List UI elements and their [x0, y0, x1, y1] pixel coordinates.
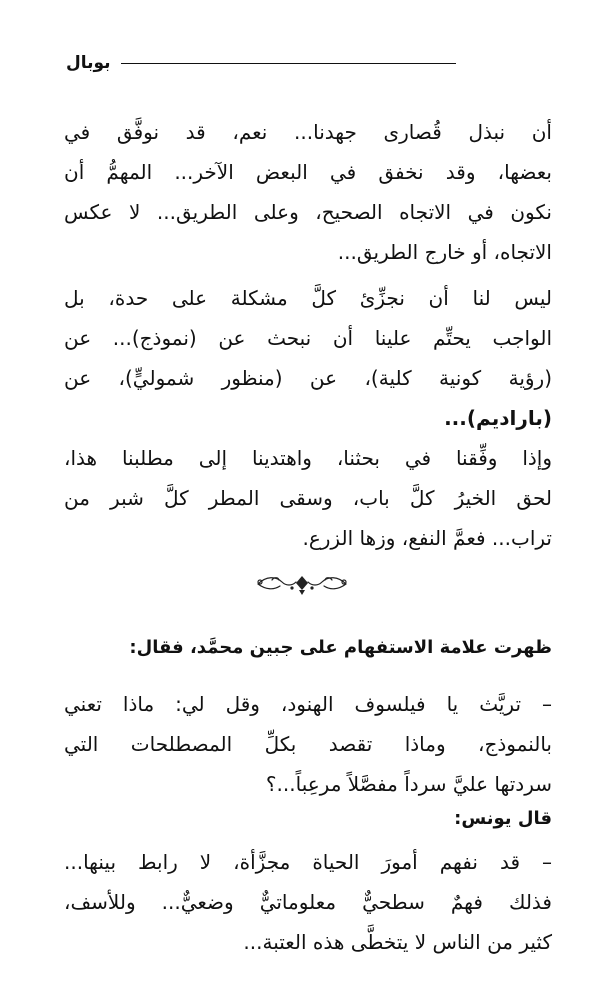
text-line: نكون في الاتجاه الصحيح، وعلى الطريق... لا عكس [64, 200, 552, 224]
running-title: بوبال [66, 53, 111, 73]
speaker-intro-1: ظهرت علامة الاستفهام على جبين محمَّد، فقال: [129, 637, 552, 658]
text-line: لحق الخيرُ كلَّ باب، وسقى المطر كلَّ شبر من [64, 486, 552, 510]
text-line: أن نبذل قُصارى جهدنا... نعم، قد نوفَّق في [64, 120, 552, 144]
text-line: (رؤية كونية كلية)، عن (منظور شموليٍّ)، عن [64, 366, 552, 390]
text-line: (باراديم)... [444, 406, 552, 430]
text-line: فذلك فهمٌ سطحيٌّ معلوماتيٌّ وضعيٌّ... وللأسف، [64, 890, 552, 914]
text-line: – تريَّث يا فيلسوف الهنود، وقل لي: ماذا تعني [64, 692, 552, 716]
paragraph-2 [64, 278, 552, 438]
speech-1 [64, 684, 552, 804]
speech-2 [64, 842, 552, 962]
text-line: بعضها، وقد نخفق في البعض الآخر... المهمُّ أن [64, 160, 552, 184]
paragraph-3 [64, 438, 552, 558]
text-line: وإذا وفِّقنا في بحثنا، واهتدينا إلى مطلبنا هذا، [64, 446, 552, 470]
text-line: تراب... فعمَّ النفع، وزها الزرع. [302, 526, 552, 550]
text-line: بالنموذج، وماذا تقصد بكلِّ المصطلحات التي [64, 732, 552, 756]
text-line: ليس لنا أن نجزِّئ كلَّ مشكلة على حدة، بل [64, 286, 552, 310]
text-line: – قد نفهم أمورَ الحياة مجزَّأة، لا رابط بينها... [64, 850, 552, 874]
running-header [66, 52, 456, 74]
text-line: الاتجاه، أو خارج الطريق... [337, 240, 552, 264]
paragraph-1 [64, 112, 552, 272]
speaker-intro-2: قال يونس: [454, 808, 552, 829]
text-line: الواجب يحتِّم علينا أن نبحث عن (نموذج)... عن [64, 326, 552, 350]
header-rule [121, 63, 456, 64]
text-line: سردتها عليَّ سرداً مفصَّلاً مرعِباً...؟ [265, 772, 552, 796]
floral-divider-icon [252, 570, 352, 598]
text-line: كثير من الناس لا يتخطَّى هذه العتبة... [243, 930, 552, 954]
